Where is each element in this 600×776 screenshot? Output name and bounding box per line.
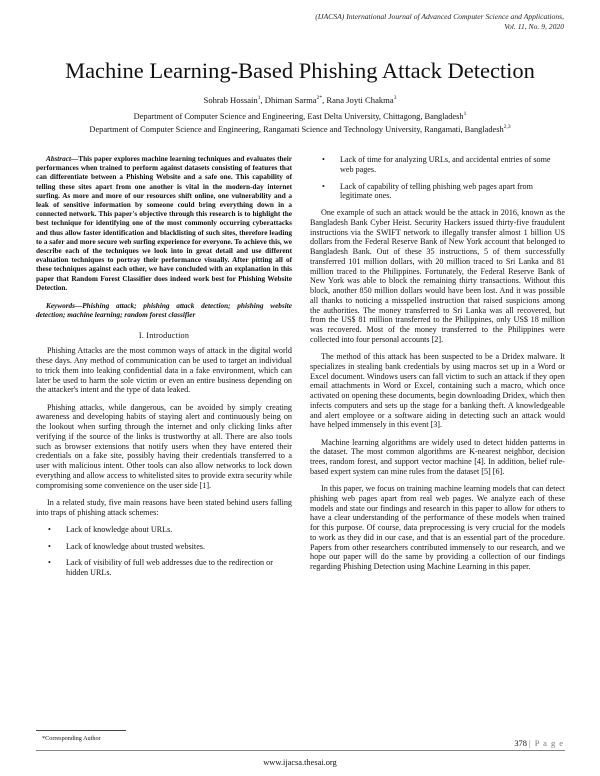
abstract (36, 155, 292, 293)
paragraph: In this paper, we focus on training machine learning models that can detect phishing web pages apart from real web pages. We analyze each of these models and state our findings and research in this paper to allow for others to have a clear understanding of the performance of these models when trained for this purpose. Of course, data preprocessing is very crucial for the models to work as they did in our case, and that is an essential part of the procedure. Papers from other researchers contributed immensely to our research, and we hope our paper will do the same by providing a collection of our findings regarding Phishing Detection using Machine Learning in this paper. (310, 484, 565, 571)
bullet-icon: • (322, 155, 325, 164)
footnote: *Corresponding Author (42, 735, 101, 742)
author-mark: 2* (316, 95, 323, 102)
section-heading: I. Introduction (138, 331, 190, 341)
page-number (514, 739, 564, 748)
list-item (310, 155, 565, 175)
keywords (36, 302, 292, 320)
journal-header (244, 12, 564, 31)
paragraph: In a related study, five main reasons have been stated behind users falling into traps of phishing attack schemes: (36, 497, 292, 517)
bullet-icon: • (48, 558, 51, 568)
paragraph: Machine learning algorithms are widely used to detect hidden patterns in the dataset. The most common algorithms are K-nearest neighbor, decision trees, random forest, and support vector machine [4]. In addition, belief rule-based expert system can mine rules from the dataset [5] [6]. (310, 437, 565, 476)
list-item (36, 525, 292, 535)
abstract-label: Abstract— (46, 155, 79, 163)
right-column (310, 155, 565, 579)
bullet-icon: • (48, 524, 51, 534)
affiliation-text: Department of Computer Science and Engineering, Rangamati Science and Technology University, Rangamati, Bangladesh (89, 125, 504, 134)
paragraph: One example of such an attack would be the attack in 2016, known as the Bangladesh Bank Cyber Heist. Security Hackers issued thirty-five fraudulent instructions via the SWIFT network to illegally transfer almost 1 billion US dollars from the Federal Reserve Bank of New York account that belonged to Bangladesh Bank. Out of these 35 instructions, 5 of them successfully transferred 101 million dollars, with 20 million traced to Sri Lanka and 81 million traced to the Philippines. Fortunately, the Federal Reserve Bank of New York was able to block the remaining thirty transactions. Without this block, another 850 million dollars would have been lost. And it was possible all thanks to noticing a misspelled instruction that raised suspicions among the authorities. The money transferred to Sri Lanka was all recovered, but from the US$ 81 million transferred to the Philippines, only US$ 18 million was recovered. Most of the money transferred to the Philippines were collected into four personal accounts [2]. (310, 208, 565, 344)
paragraph: Phishing Attacks are the most common ways of attack in the digital world these days. Any method of communication can be used to target an individual to trick them into leaking confidential data in a fake environment, which can later be used to harm the sole victim or even an entire business depending on the attacker's intent and the type of data leaked. (36, 346, 292, 395)
keywords-label: Keywords— (46, 302, 83, 311)
author-name: Dhiman Sarma (264, 95, 317, 105)
author-mark: 1 (257, 95, 261, 102)
journal-line-1: (IJACSA) International Journal of Advanced Computer Science and Applications, (315, 12, 564, 21)
list-item (36, 542, 292, 552)
footer-divider (36, 750, 565, 751)
author-name: Sohrab Hossain (203, 95, 258, 105)
bullet-icon: • (48, 541, 51, 551)
author-list: Sohrab Hossain$^1$, Dhiman Sarma$^{2*}$, Rana Joyti Chakma$^3$ (203, 95, 397, 105)
list-item (310, 182, 565, 202)
footnote-divider (36, 730, 126, 731)
page-label: | P a g e (528, 739, 564, 748)
list-item-text: Lack of knowledge about URLs. (66, 524, 173, 534)
affiliation (0, 111, 600, 122)
page-number-value: 378 (514, 739, 527, 748)
paper-title: Machine Learning-Based Phishing Attack Detection (65, 58, 535, 83)
journal-line-2: Vol. 11, No. 9, 2020 (504, 21, 564, 31)
affiliation (0, 124, 600, 135)
list-item-text: Lack of time for analyzing URLs, and accidental entries of some web pages. (340, 155, 551, 174)
journal-website-link[interactable]: www.ijacsa.thesai.org (263, 758, 337, 767)
affiliation-mark: 2,3 (503, 124, 511, 131)
list-item (36, 558, 292, 578)
left-column (36, 155, 292, 585)
bullet-list (310, 155, 565, 201)
keywords-text: Phishing attack; phishing attack detection; phishing website detection; machine learning; random forest classifier (36, 302, 292, 320)
affiliation-text: Department of Computer Science and Engineering, East Delta University, Chittagong, Bangladesh (133, 112, 464, 121)
paragraph: Phishing attacks, while dangerous, can be avoided by simply creating awareness and developing habits of staying alert and continuously being on the lookout when surfing through the internet and only clicking links after verifying if the source of the links is trustworthy at all. There are also tools such as browser extensions that notify users when they have entered their credentials on a fake site, possibly having their credentials transferred to a user with malicious intent. Other tools can also allow networks to lock down everything and allow access to whitelisted sites to provide extra security while compromising some convenience on the user side [1]. (36, 402, 292, 490)
affiliation-mark: 1 (463, 111, 467, 118)
author-mark: 3 (393, 95, 397, 102)
list-item-text: Lack of knowledge about trusted websites. (66, 541, 205, 551)
abstract-text: This paper explores machine learning techniques and evaluates their performances when trained to perform against datasets consisting of features that can differentiate between a Phishing Website and a safe one. This capability of telling these sites apart from one another is vital in the modern-day internet surfing. As more and more of our resources shift online, one vulnerability and a leak of sensitive information by someone could bring everything down in a connected network. This paper's objective through this research is to highlight the best technique for identifying one of the most commonly occurring cyberattacks and thus allow faster identification and blacklisting of such sites, therefore leading to a safer and more secure web surfing experience for everyone. To achieve this, we describe each of the techniques we look into in great detail and use different evaluation techniques to portray their performance visually. After pitting all of these techniques against each other, we have concluded with an explanation in this paper that Random Forest Classifier does indeed work best for Phishing Website Detection. (36, 155, 292, 292)
list-item-text: Lack of capability of telling phishing web pages apart from legitimate ones. (340, 181, 533, 201)
paragraph: The method of this attack has been suspected to be a Dridex malware. It specializes in stealing bank credentials by using macros set up in a Word or Excel document. Windows users can fall victim to such an attack if they open email attachments in Word or Excel, containing such a macro, which once activated on opening these documents, begin downloading Dridex, which then infects computers and sets up the stage for a banking theft. A knowledgeable and alert employee or a software aiding in detecting such an attack would have helped immensely in this event [3]. (310, 352, 565, 430)
author-name: Rana Joyti Chakma (326, 95, 394, 105)
bullet-list (36, 525, 292, 578)
bullet-icon: • (322, 181, 325, 191)
list-item-text: Lack of visibility of full web addresses due to the redirection or hidden URLs. (66, 558, 273, 578)
